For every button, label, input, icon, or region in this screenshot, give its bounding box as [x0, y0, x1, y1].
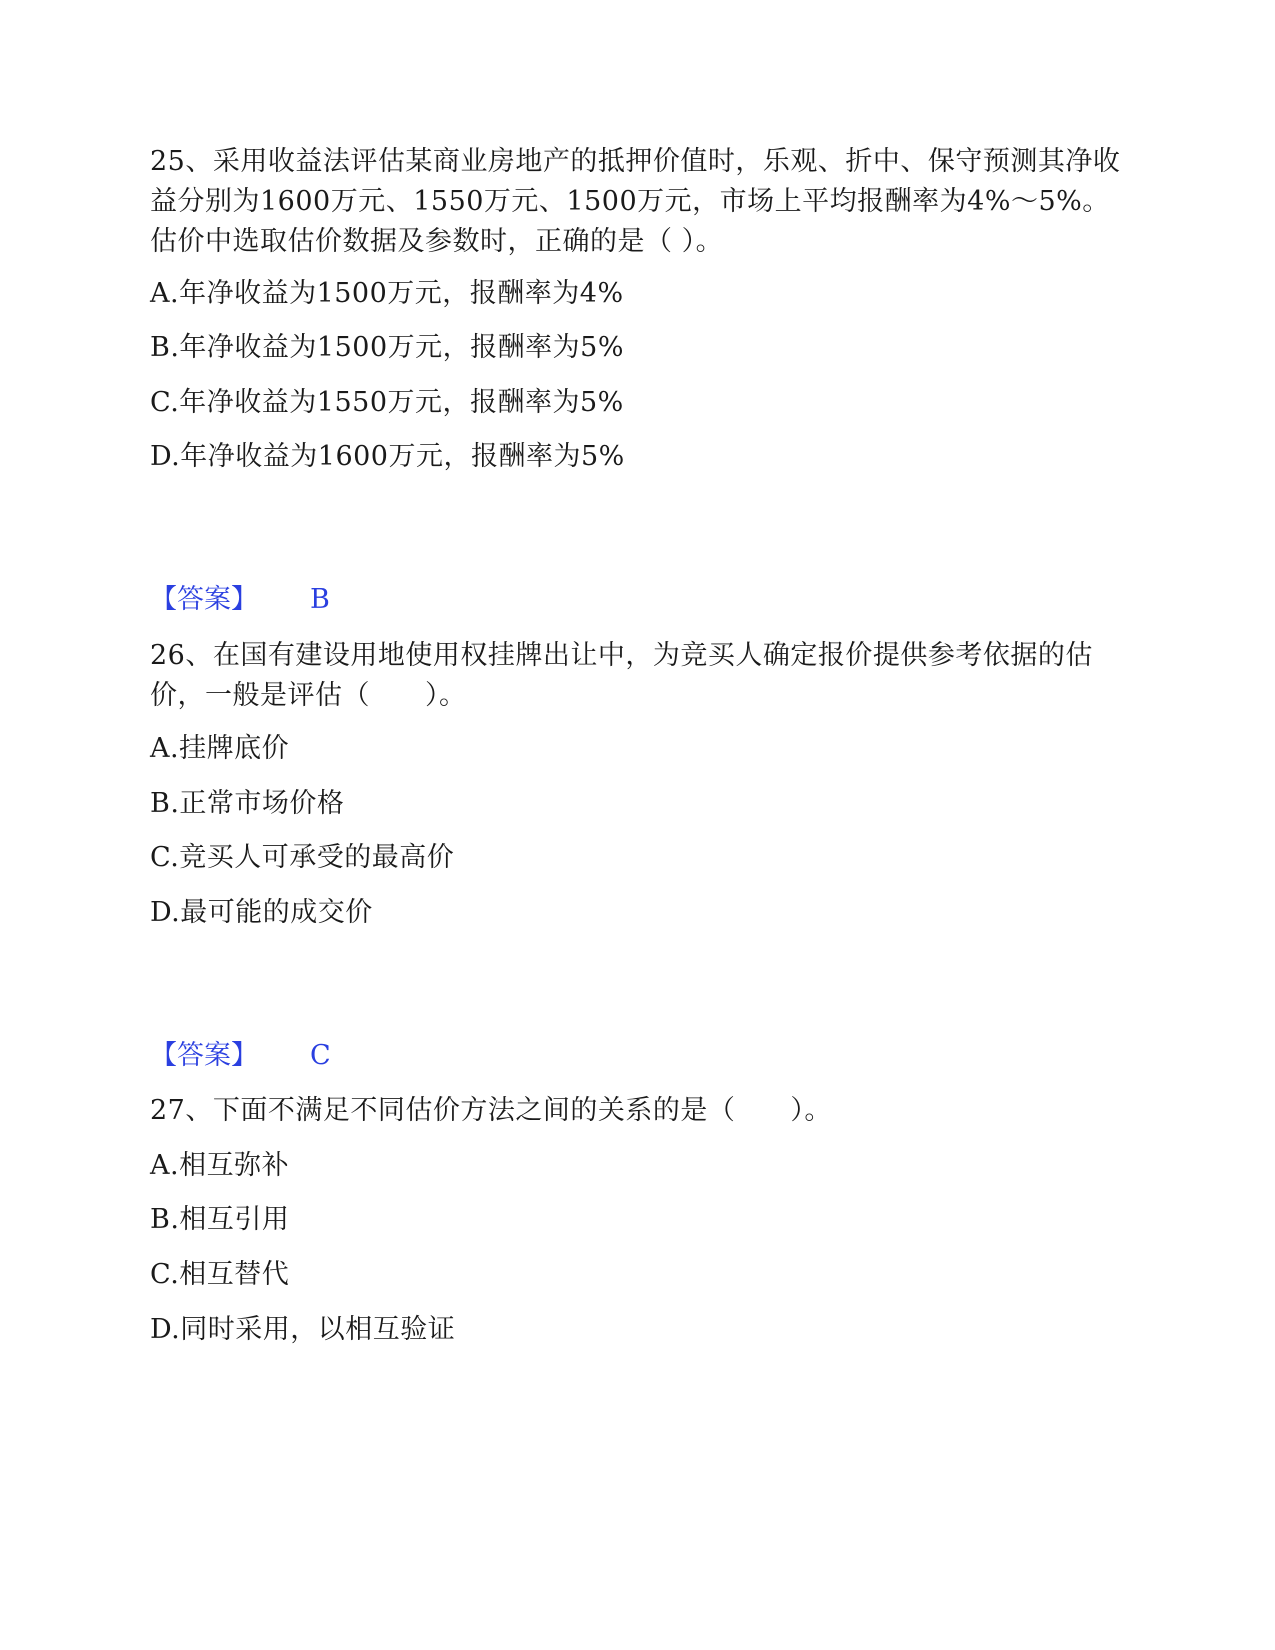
question-26-option-a: A.挂牌底价	[150, 733, 290, 764]
question-25-option-a: A.年净收益为1500万元，报酬率为4%	[150, 278, 624, 309]
answer-label: 【答案】	[150, 1040, 258, 1071]
question-26-stem: 26、在国有建设用地使用权挂牌出让中，为竞买人确定报价提供参考依据的估价，一般是评估（ ）。	[150, 640, 1093, 711]
question-27-stem: 27、下面不满足不同估价方法之间的关系的是（ ）。	[150, 1095, 832, 1126]
question-27-option-a: A.相互弥补	[150, 1150, 290, 1181]
question-26-option-b: B.正常市场价格	[150, 788, 345, 819]
answer-label: 【答案】	[150, 584, 258, 615]
question-25-stem: 25、采用收益法评估某商业房地产的抵押价值时，乐观、折中、保守预测其净收益分别为1600万元、1550万元、1500万元，市场上平均报酬率为4%～5%。估价中选取估价数据及参数时，正确的是（ ）。	[150, 146, 1121, 257]
question-27-option-c: C.相互替代	[150, 1259, 290, 1290]
question-25-option-d: D.年净收益为1600万元，报酬率为5%	[150, 441, 625, 472]
question-25-option-c: C.年净收益为1550万元，报酬率为5%	[150, 387, 624, 418]
question-27-option-d: D.同时采用，以相互验证	[150, 1314, 456, 1345]
answer-value: C	[310, 1040, 331, 1071]
question-25-option-b: B.年净收益为1500万元，报酬率为5%	[150, 332, 624, 363]
question-27-option-b: B.相互引用	[150, 1204, 290, 1235]
question-25-answer	[150, 580, 330, 620]
question-26-answer	[150, 1036, 331, 1076]
question-26-option-c: C.竞买人可承受的最高价	[150, 842, 455, 873]
question-26-option-d: D.最可能的成交价	[150, 897, 373, 928]
answer-value: B	[310, 584, 330, 615]
